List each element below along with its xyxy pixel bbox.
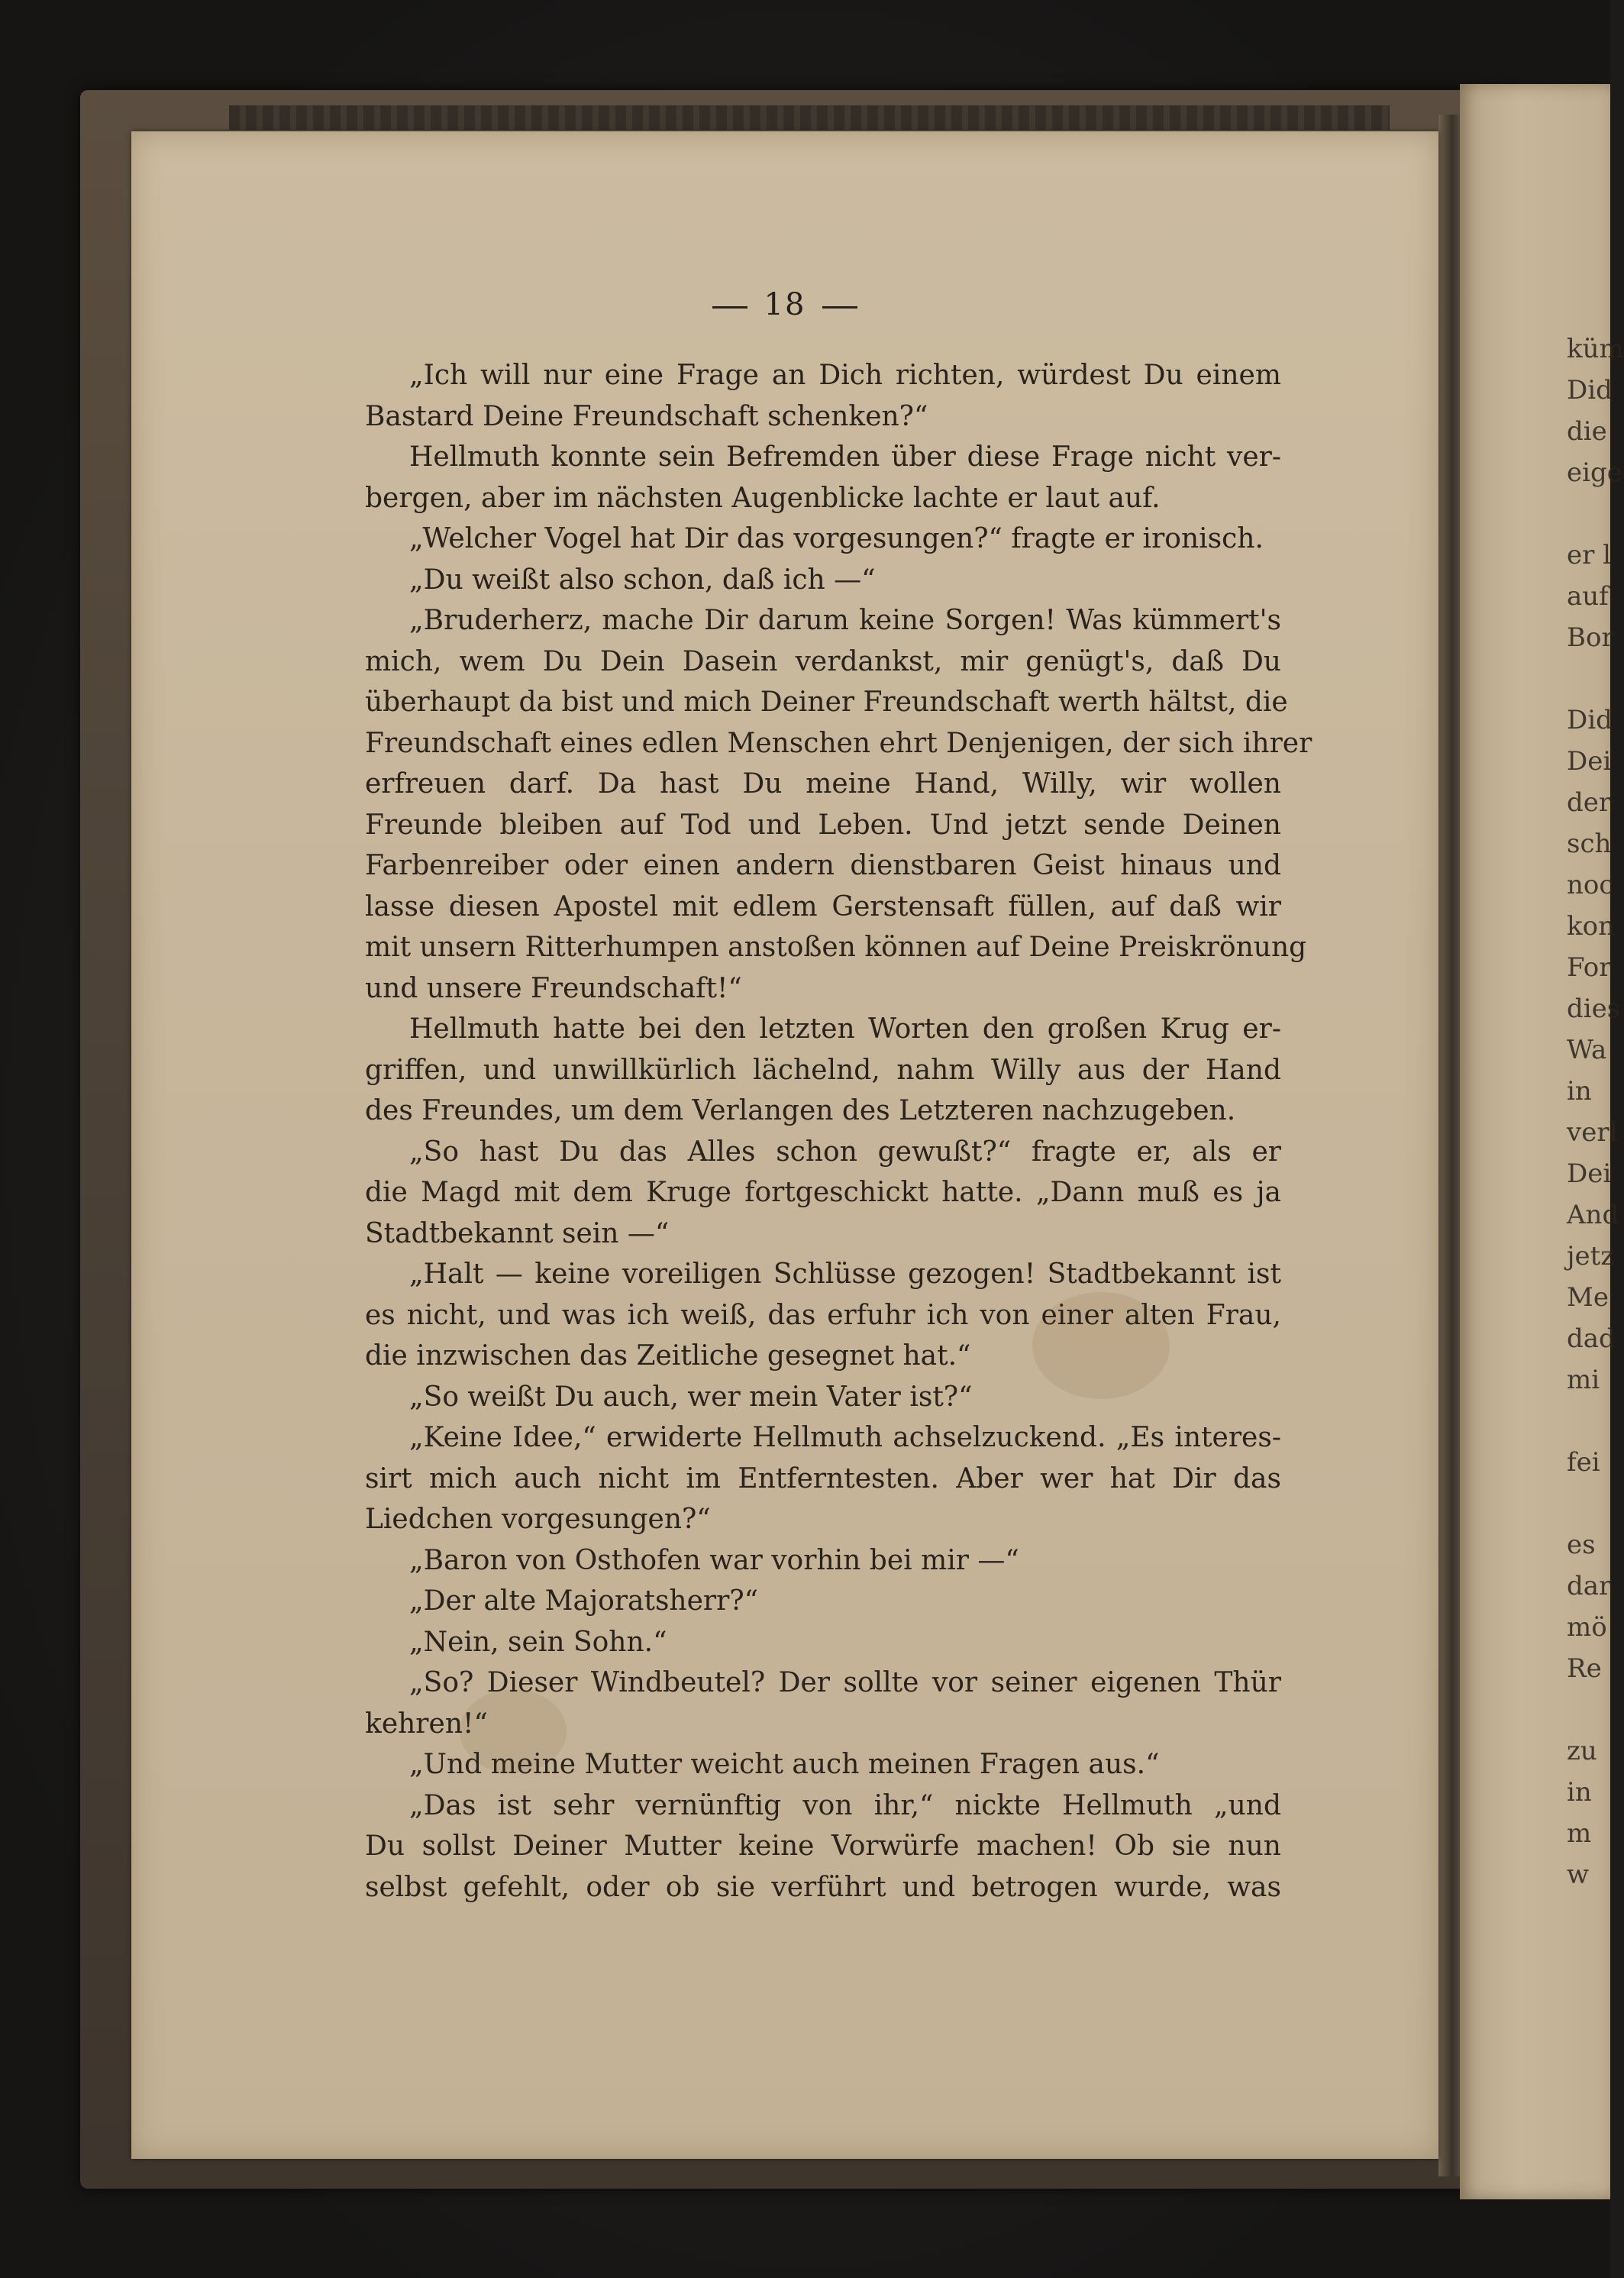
text-line: „Baron von Osthofen war vorhin bei mir —“ xyxy=(409,1544,1019,1576)
facing-page-fragment: kon xyxy=(1567,911,1615,942)
facing-page-fragment: noc xyxy=(1567,870,1614,900)
text-line: Bastard Deine Freundschaft schenken?“ xyxy=(365,400,928,432)
text-line: Farbenreiber oder einen andern dienstbaren Geist hinaus und xyxy=(365,850,1281,881)
text-line: „Nein, sein Sohn.“ xyxy=(409,1626,667,1658)
text-line: selbst gefehlt, oder ob sie verführt und betrogen wurde, was xyxy=(365,1871,1281,1903)
facing-page-fragment: m xyxy=(1567,1818,1592,1849)
text-line: Du sollst Deiner Mutter keine Vorwürfe machen! Ob sie nun xyxy=(365,1830,1281,1862)
text-line: „Keine Idee,“ erwiderte Hellmuth achselzuckend. „Es interes- xyxy=(409,1422,1281,1453)
facing-page-fragment: zu xyxy=(1567,1736,1597,1766)
facing-page-fragment: Wa xyxy=(1567,1035,1607,1065)
text-line: mit unsern Ritterhumpen anstoßen können auf Deine Preiskrönung xyxy=(365,932,1307,963)
page-body-text xyxy=(365,355,1312,1908)
facing-page-fragment: es xyxy=(1567,1530,1596,1560)
facing-page-fragment: Me xyxy=(1567,1282,1609,1313)
page-number-header xyxy=(131,287,1438,322)
text-line: die inzwischen das Zeitliche gesegnet hat.“ xyxy=(365,1340,971,1372)
header-dash-left xyxy=(712,306,747,309)
text-line: Freundschaft eines edlen Menschen ehrt Denjenigen, der sich ihrer xyxy=(365,727,1312,759)
text-line: „So weißt Du auch, wer mein Vater ist?“ xyxy=(409,1381,973,1413)
facing-page-fragment: auf xyxy=(1567,581,1609,612)
text-line: Liedchen vorgesungen?“ xyxy=(365,1504,711,1535)
facing-page-fragment: jetz xyxy=(1567,1241,1615,1271)
text-line: „Welcher Vogel hat Dir das vorgesungen?“ fragte er ironisch. xyxy=(409,523,1264,554)
facing-page-fragment: Did xyxy=(1567,705,1613,735)
facing-page-fragment: Re xyxy=(1567,1653,1602,1684)
text-line: „So? Dieser Windbeutel? Der sollte vor seiner eigenen Thür xyxy=(409,1667,1281,1698)
page-number: 18 xyxy=(764,287,806,322)
facing-page-fragment: For xyxy=(1567,952,1612,983)
text-line: Freunde bleiben auf Tod und Leben. Und jetzt sende Deinen xyxy=(365,809,1281,841)
facing-page-fragment: küm xyxy=(1567,334,1624,364)
facing-page-fragment: der xyxy=(1567,787,1612,818)
text-line: Hellmuth konnte sein Befremden über diese Frage nicht ver- xyxy=(409,441,1281,473)
cover-top-edge xyxy=(229,105,1390,130)
text-line: erfreuen darf. Da hast Du meine Hand, Willy, wir wollen xyxy=(365,768,1281,800)
facing-page-fragment: verl xyxy=(1567,1117,1618,1148)
text-line: „Das ist sehr vernünftig von ihr,“ nickte Hellmuth „und xyxy=(409,1789,1281,1821)
facing-page-fragment: dies xyxy=(1567,994,1621,1024)
facing-page-fragment: in xyxy=(1567,1076,1592,1107)
facing-page-fragment xyxy=(1567,658,1610,700)
facing-page-fragment: die xyxy=(1567,416,1607,447)
facing-page-fragment: sch xyxy=(1567,829,1612,859)
facing-page-fragment: dad xyxy=(1567,1323,1616,1354)
text-line: mich, wem Du Dein Dasein verdankst, mir genügt's, daß Du xyxy=(365,645,1281,677)
header-dash-right xyxy=(822,306,857,309)
facing-page-fragment: w xyxy=(1567,1860,1590,1890)
facing-page-fragment: And xyxy=(1567,1200,1619,1230)
text-line: „Halt — keine voreiligen Schlüsse gezogen! Stadtbekannt ist xyxy=(409,1259,1281,1290)
text-line: Stadtbekannt sein —“ xyxy=(365,1217,670,1249)
book-gutter xyxy=(1438,115,1461,2176)
text-line: bergen, aber im nächsten Augenblicke lachte er laut auf. xyxy=(365,482,1161,514)
text-line: es nicht, und was ich weiß, das erfuhr ich von einer alten Frau, xyxy=(365,1299,1281,1331)
facing-page-fragment: dar xyxy=(1567,1571,1612,1601)
text-line: lasse diesen Apostel mit edlem Gerstensaft füllen, auf daß wir xyxy=(365,890,1281,923)
text-line: „Der alte Majoratsherr?“ xyxy=(409,1585,759,1617)
facing-page-fragment: in xyxy=(1567,1777,1592,1808)
facing-page-fragment: Bor xyxy=(1567,622,1614,653)
text-line: Hellmuth hatte bei den letzten Worten den großen Krug er- xyxy=(409,1013,1281,1045)
facing-page-fragment: fei xyxy=(1567,1447,1600,1478)
text-line: „So hast Du das Alles schon gewußt?“ fragte er, als er xyxy=(409,1136,1281,1168)
text-line: überhaupt da bist und mich Deiner Freundschaft werth hältst, die xyxy=(365,687,1288,718)
facing-page-fragment: eige xyxy=(1567,457,1622,488)
facing-page-fragment: Dei xyxy=(1567,1158,1612,1189)
text-line: „Du weißt also schon, daß ich —“ xyxy=(409,564,876,596)
facing-page-fragment xyxy=(1567,1689,1610,1730)
facing-page-fragment: Did xyxy=(1567,375,1613,406)
facing-page-fragment: mi xyxy=(1567,1365,1600,1395)
facing-page-fragment xyxy=(1567,1483,1610,1524)
text-line: des Freundes, um dem Verlangen des Letzteren nachzugeben. xyxy=(365,1095,1236,1126)
text-line: die Magd mit dem Kruge fortgeschickt hatte. „Dann muß es ja xyxy=(365,1177,1281,1208)
facing-page-fragment: mö xyxy=(1567,1612,1607,1643)
facing-page-fragment: er l xyxy=(1567,540,1612,570)
text-line: und unsere Freundschaft!“ xyxy=(365,972,742,1004)
text-line: sirt mich auch nicht im Entferntesten. Aber wer hat Dir das xyxy=(365,1462,1281,1494)
facing-page-fragment xyxy=(1567,1401,1610,1442)
text-line: griffen, und unwillkürlich lächelnd, nahm Willy aus der Hand xyxy=(365,1054,1281,1086)
text-line: kehren!“ xyxy=(365,1708,488,1740)
text-line: „Ich will nur eine Frage an Dich richten, würdest Du einem xyxy=(409,360,1281,391)
text-line: „Bruderherz, mache Dir darum keine Sorgen! Was kümmert's xyxy=(409,605,1281,636)
facing-page-fragment xyxy=(1567,493,1610,535)
text-line: „Und meine Mutter weicht auch meinen Fragen aus.“ xyxy=(409,1749,1160,1780)
facing-page-text-fragments xyxy=(1567,328,1624,2008)
facing-page-fragment: Dei xyxy=(1567,746,1612,777)
